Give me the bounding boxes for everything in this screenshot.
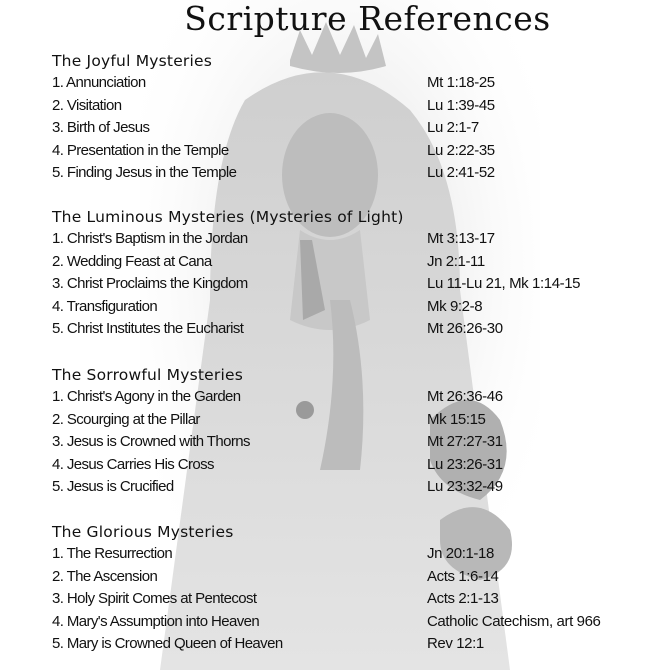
scripture-ref: Jn 2:1-11: [427, 252, 485, 270]
list-item: [52, 431, 662, 454]
scripture-ref: Jn 20:1-18: [427, 545, 494, 562]
list-item: [52, 566, 662, 589]
list-item: [52, 228, 662, 251]
page-title: Scripture References: [184, 0, 551, 38]
scripture-ref: Lu 2:1-7: [427, 119, 479, 136]
scripture-ref: Lu 2:41-52: [427, 164, 495, 181]
list-item: [52, 543, 662, 566]
list-item: [52, 72, 662, 95]
mystery-name: 4. Presentation in the Temple: [52, 141, 229, 159]
mystery-name: 3. Christ Proclaims the Kingdom: [52, 275, 248, 292]
section-sorrowful-mysteries: [52, 364, 662, 499]
list-item: [52, 633, 662, 656]
list-item: [52, 273, 662, 296]
section-heading: The Sorrowful Mysteries: [52, 366, 244, 384]
mystery-name: 2. Scourging at the Pillar: [52, 410, 200, 428]
section-heading: The Glorious Mysteries: [52, 523, 234, 541]
scripture-ref: Catholic Catechism, art 966: [427, 612, 601, 630]
list-item: [52, 386, 662, 409]
list-item: [52, 318, 662, 341]
mystery-name: 2. The Ascension: [52, 567, 158, 585]
mystery-name: 1. Christ's Baptism in the Jordan: [52, 230, 248, 247]
list-item: [52, 296, 662, 319]
mystery-name: 1. Christ's Agony in the Garden: [52, 388, 241, 405]
list-item: [52, 454, 662, 477]
scripture-ref: Mt 26:26-30: [427, 320, 503, 337]
section-heading: The Luminous Mysteries (Mysteries of Light): [52, 208, 404, 226]
mystery-name: 4. Mary's Assumption into Heaven: [52, 612, 260, 630]
scripture-ref: Lu 2:22-35: [427, 141, 495, 159]
list-item: [52, 162, 662, 185]
scripture-ref: Mk 15:15: [427, 410, 486, 428]
scripture-ref: Acts 2:1-13: [427, 590, 499, 607]
list-item: [52, 476, 662, 499]
mystery-name: 4. Transfiguration: [52, 297, 158, 315]
section-luminous-mysteries: [52, 206, 662, 341]
scripture-ref: Rev 12:1: [427, 635, 484, 652]
mystery-name: 4. Jesus Carries His Cross: [52, 455, 214, 473]
section-glorious-mysteries: [52, 521, 662, 656]
scripture-ref: Mt 27:27-31: [427, 433, 503, 450]
mystery-name: 5. Jesus is Crucified: [52, 478, 174, 495]
section-joyful-mysteries: [52, 50, 662, 185]
mystery-name: 3. Jesus is Crowned with Thorns: [52, 433, 250, 450]
scripture-ref: Mt 26:36-46: [427, 388, 503, 405]
mystery-name: 5. Mary is Crowned Queen of Heaven: [52, 635, 283, 652]
mystery-name: 1. Annunciation: [52, 74, 146, 91]
section-heading: The Joyful Mysteries: [52, 52, 213, 70]
mystery-name: 5. Finding Jesus in the Temple: [52, 164, 237, 181]
mystery-name: 3. Holy Spirit Comes at Pentecost: [52, 590, 257, 607]
list-item: [52, 409, 662, 432]
mystery-name: 1. The Resurrection: [52, 545, 173, 562]
list-item: [52, 588, 662, 611]
mystery-name: 5. Christ Institutes the Eucharist: [52, 320, 244, 337]
mystery-name: 3. Birth of Jesus: [52, 119, 150, 136]
mystery-name: 2. Wedding Feast at Cana: [52, 252, 212, 270]
scripture-ref: Mt 3:13-17: [427, 230, 495, 247]
list-item: [52, 251, 662, 274]
scripture-ref: Mt 1:18-25: [427, 74, 495, 91]
list-item: [52, 117, 662, 140]
mystery-name: 2. Visitation: [52, 96, 122, 114]
scripture-ref: Mk 9:2-8: [427, 297, 483, 315]
list-item: [52, 95, 662, 118]
list-item: [52, 140, 662, 163]
scripture-ref: Lu 1:39-45: [427, 96, 495, 114]
list-item: [52, 611, 662, 634]
scripture-ref: Lu 23:32-49: [427, 478, 503, 495]
scripture-ref: Lu 11-Lu 21, Mk 1:14-15: [427, 275, 581, 292]
scripture-ref: Acts 1:6-14: [427, 567, 499, 585]
scripture-ref: Lu 23:26-31: [427, 455, 503, 473]
